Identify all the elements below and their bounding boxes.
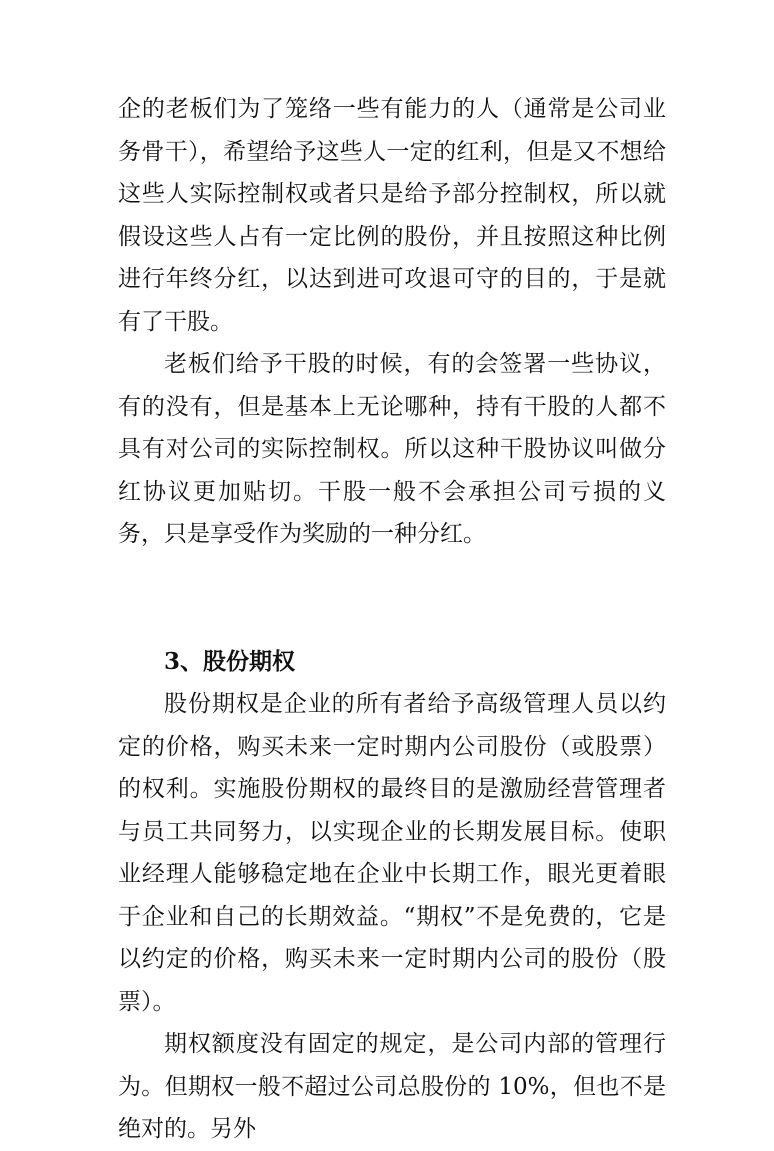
paragraph-stock-option-definition: 股份期权是企业的所有者给予高级管理人员以约定的价格，购买未来一定时期内公司股份（或股票）的权利。实施股份期权的最终目的是激励经营管理者与员工共同努力，以实现企业的长期发展目标。使职业经理人能够稳定地在企业中长期工作，眼光更着眼于企业和自己的长期效益。“期权”不是免费的，它是以约定的价格，购买未来一定时期内公司的股份（股票）。 — [118, 691, 666, 1015]
paragraph-continuation: 企的老板们为了笼络一些有能力的人（通常是公司业务骨干），希望给予这些人一定的红利，但是又不想给这些人实际控制权或者只是给予部分控制权，所以就假设这些人占有一定比例的股份，并且按照这种比例进行年终分红，以达到进可攻退可守的目的，于是就有了干股。 — [118, 96, 666, 335]
document-body — [118, 88, 666, 1151]
paragraph-gan-gu-agreement: 老板们给予干股的时候，有的会签署一些协议，有的没有，但是基本上无论哪种，持有干股的人都不具有对公司的实际控制权。所以这种干股协议叫做分红协议更加贴切。干股一般不会承担公司亏损的义务，只是享受作为奖励的一种分红。 — [118, 351, 666, 547]
paragraph-option-quota: 期权额度没有固定的规定，是公司内部的管理行为。但期权一般不超过公司总股份的 10%，但也不是绝对的。另外 — [118, 1031, 666, 1142]
section-spacer — [118, 556, 666, 641]
section-heading: 3、股份期权 — [164, 647, 296, 675]
